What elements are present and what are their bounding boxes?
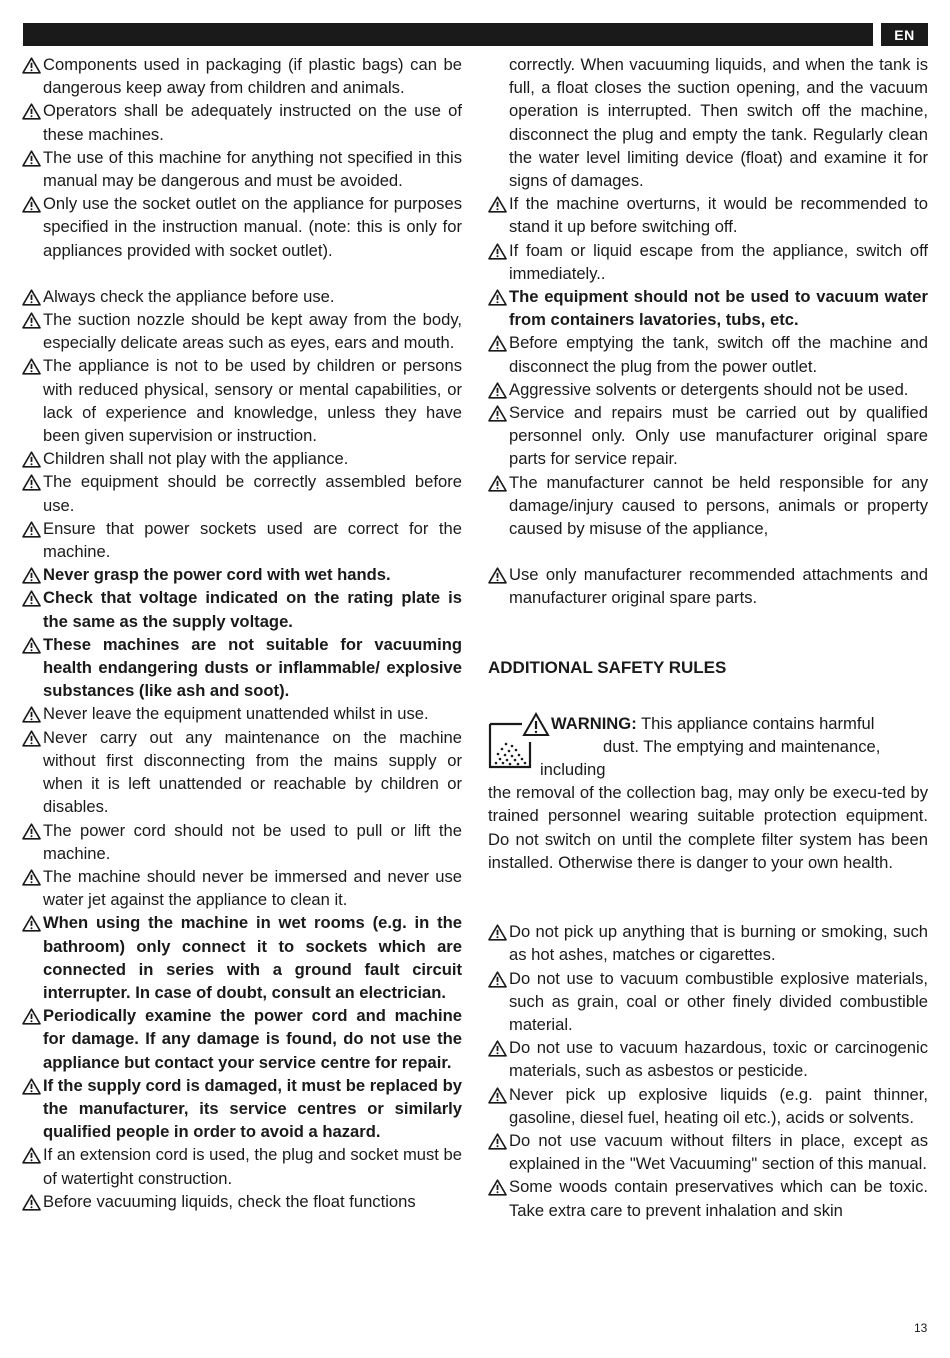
safety-item-text: Never leave the equipment unattended whilst in use. <box>43 704 429 724</box>
warning-triangle-icon <box>488 1179 507 1196</box>
safety-item-text: Operators shall be adequately instructed on the use of these machines. <box>43 101 462 144</box>
warning-triangle-icon <box>22 1008 41 1025</box>
warning-triangle-icon <box>488 1040 507 1057</box>
warning-triangle-icon <box>22 869 41 886</box>
safety-item <box>488 563 928 609</box>
page-number: 13 <box>914 1321 928 1335</box>
safety-item-text: Periodically examine the power cord and machine for damage. If any damage is found, do not use the appliance but contact your service centre for repair. <box>43 1006 462 1072</box>
safety-item <box>488 378 928 401</box>
safety-item <box>22 726 462 819</box>
safety-item-text: If foam or liquid escape from the appliance, switch off immediately.. <box>509 240 928 283</box>
safety-item-text: Only use the socket outlet on the appliance for purposes specified in the instruction manual. (note: this is only for appliances provided with socket outlet). <box>43 194 462 260</box>
safety-item-text: Do not pick up anything that is burning or smoking, such as hot ashes, matches or cigarettes. <box>509 922 928 965</box>
warning-triangle-icon <box>488 971 507 988</box>
warning-triangle-icon <box>488 335 507 352</box>
warning-triangle-icon <box>22 451 41 468</box>
safety-item-text: Some woods contain preservatives which can be toxic. Take extra care to prevent inhalation and skin <box>509 1177 928 1220</box>
warning-triangle-icon <box>488 1133 507 1150</box>
warning-triangle-icon <box>488 243 507 260</box>
warning-triangle-icon <box>22 289 41 306</box>
section-title: ADDITIONAL SAFETY RULES <box>488 657 727 677</box>
language-badge: EN <box>881 23 928 46</box>
safety-item <box>488 471 928 541</box>
warning-triangle-icon <box>22 590 41 607</box>
harmful-dust-icon <box>488 712 554 772</box>
continuation-text: correctly. When vacuuming liquids, and when the tank is full, a float closes the suction opening, and the vacuum operation is interrupted. Then switch off the machine, disconnect the plug and empty the tank. Regularly clean the water level limiting device (float) and examine it for signs of damages. <box>509 55 928 191</box>
safety-item <box>22 447 462 470</box>
safety-item-text: Do not use to vacuum hazardous, toxic or carcinogenic materials, such as asbestos or pesticide. <box>509 1038 928 1081</box>
warning-triangle-icon <box>22 1147 41 1164</box>
warning-triangle-icon <box>488 567 507 584</box>
warning-triangle-icon <box>488 382 507 399</box>
safety-item-text: Never grasp the power cord with wet hands. <box>43 565 391 585</box>
safety-item <box>22 1143 462 1189</box>
safety-item-text: Ensure that power sockets used are correct for the machine. <box>43 518 462 562</box>
warning-block <box>488 712 928 874</box>
right-column <box>488 53 928 1222</box>
safety-item-text: Always check the appliance before use. <box>43 286 335 306</box>
safety-item-text: The machine should never be immersed and never use water jet against the appliance to clean it. <box>43 866 462 910</box>
safety-item-text: These machines are not suitable for vacuuming health endangering dusts or inflammable/ explosive substances (like ash and soot). <box>43 634 462 701</box>
safety-item <box>22 146 462 192</box>
safety-item <box>488 1175 928 1221</box>
warning-line-3: including <box>540 760 606 780</box>
safety-item <box>22 308 462 354</box>
safety-item-text: The appliance is not to be used by children or persons with reduced physical, sensory or mental capabilities, or lack of experience and knowledge, unless they have been given supervision or instruction. <box>43 356 462 446</box>
safety-item <box>22 192 462 262</box>
safety-item <box>488 401 928 471</box>
safety-item <box>22 865 462 911</box>
warning-line-1 <box>488 712 928 735</box>
safety-item <box>488 1036 928 1082</box>
warning-triangle-icon <box>488 1087 507 1104</box>
safety-item <box>22 1190 462 1213</box>
safety-item-text: Aggressive solvents or detergents should not be used. <box>509 379 909 399</box>
safety-item-text: Use only manufacturer recommended attachments and manufacturer original spare parts. <box>509 565 928 608</box>
safety-item <box>22 633 462 703</box>
safety-item-text: If the machine overturns, it would be recommended to stand it up before switching off. <box>509 194 928 237</box>
safety-item <box>488 1129 928 1175</box>
warning-triangle-icon <box>22 637 41 654</box>
warning-triangle-icon <box>22 521 41 538</box>
safety-item <box>22 1004 462 1074</box>
warning-triangle-icon <box>488 405 507 422</box>
safety-item <box>22 586 462 632</box>
safety-item <box>22 99 462 145</box>
safety-item-text: The equipment should be correctly assembled before use. <box>43 472 462 515</box>
warning-text-1: This appliance contains harmful <box>636 713 875 733</box>
safety-item <box>22 354 462 447</box>
safety-item <box>22 702 462 725</box>
warning-triangle-icon <box>22 730 41 747</box>
warning-triangle-icon <box>22 1194 41 1211</box>
safety-item <box>488 331 928 377</box>
safety-item <box>22 911 462 1004</box>
left-column <box>22 53 462 1213</box>
additional-safety-list <box>488 920 928 1222</box>
warning-body: the removal of the collection bag, may only be execu-ted by trained personnel wearing suitable protection equipment. Do not switch on until the complete filter system has been installed. Otherwise there is danger to your own health. <box>488 783 928 872</box>
warning-triangle-icon <box>22 150 41 167</box>
warning-triangle-icon <box>22 823 41 840</box>
safety-item <box>488 920 928 966</box>
safety-item-text: Do not use vacuum without filters in place, except as explained in the "Wet Vacuuming" section of this manual. <box>509 1130 928 1174</box>
warning-triangle-icon <box>22 57 41 74</box>
safety-item-text: The manufacturer cannot be held responsible for any damage/injury caused to persons, animals or property caused by misuse of the appliance, <box>509 472 928 539</box>
warning-triangle-icon <box>22 196 41 213</box>
safety-item-text: Before emptying the tank, switch off the machine and disconnect the plug from the power outlet. <box>509 333 928 376</box>
safety-item-text: Do not use to vacuum combustible explosive materials, such as grain, coal or other finely divided combustible material. <box>509 968 928 1034</box>
safety-item-text: Service and repairs must be carried out by qualified personnel only. Only use manufacturer original spare parts for service repair. <box>509 403 928 469</box>
safety-item <box>22 1074 462 1144</box>
warning-triangle-icon <box>22 358 41 375</box>
warning-line-2: dust. The emptying and maintenance, <box>603 736 881 756</box>
warning-triangle-icon <box>22 312 41 329</box>
safety-item-text: The equipment should not be used to vacuum water from containers lavatories, tubs, etc. <box>509 287 928 330</box>
safety-item <box>22 819 462 865</box>
safety-item-text: Check that voltage indicated on the rating plate is the same as the supply voltage. <box>43 588 462 631</box>
safety-item-text: Never pick up explosive liquids (e.g. paint thinner, gasoline, diesel fuel, heating oil etc.), acids or solvents. <box>509 1084 928 1127</box>
safety-item-text: Children shall not play with the appliance. <box>43 449 349 469</box>
warning-triangle-icon <box>488 924 507 941</box>
warning-triangle-icon <box>22 1078 41 1095</box>
safety-item-text: When using the machine in wet rooms (e.g. in the bathroom) only connect it to sockets which are connected in series with a ground fault circuit interrupter. In case of doubt, consult an electrician. <box>43 913 462 1002</box>
warning-label: WARNING: <box>551 713 637 733</box>
safety-item <box>488 1083 928 1129</box>
safety-item-text: The use of this machine for anything not specified in this manual may be dangerous and must be avoided. <box>43 147 462 191</box>
warning-triangle-icon <box>22 706 41 723</box>
warning-triangle-icon <box>22 103 41 120</box>
safety-item-text: The suction nozzle should be kept away from the body, especially delicate areas such as eyes, ears and mouth. <box>43 310 462 353</box>
safety-item <box>488 239 928 285</box>
safety-item-text: If the supply cord is damaged, it must be replaced by the manufacturer, its service centres or similarly qualified people in order to avoid a hazard. <box>43 1075 462 1142</box>
safety-item <box>488 285 928 331</box>
warning-triangle-icon <box>488 475 507 492</box>
safety-item <box>488 967 928 1037</box>
safety-item-text: Before vacuuming liquids, check the float functions <box>43 1191 416 1211</box>
safety-item <box>22 470 462 516</box>
safety-item <box>22 563 462 586</box>
safety-item <box>488 192 928 238</box>
safety-item-text: Components used in packaging (if plastic bags) can be dangerous keep away from children and animals. <box>43 55 462 98</box>
safety-item-text: The power cord should not be used to pull or lift the machine. <box>43 820 462 863</box>
safety-item <box>22 285 462 308</box>
right-safety-list <box>488 192 928 609</box>
safety-item <box>22 53 462 99</box>
warning-triangle-icon <box>488 196 507 213</box>
safety-item-text: If an extension cord is used, the plug and socket must be of watertight construction. <box>43 1145 462 1188</box>
safety-item <box>22 517 462 563</box>
warning-triangle-icon <box>22 474 41 491</box>
safety-item-text: Never carry out any maintenance on the machine without first disconnecting from the mains supply or when it is left unattended or reachable by children or disables. <box>43 727 462 817</box>
header-bar <box>23 23 873 46</box>
warning-triangle-icon <box>22 567 41 584</box>
warning-triangle-icon <box>22 915 41 932</box>
warning-triangle-icon <box>488 289 507 306</box>
